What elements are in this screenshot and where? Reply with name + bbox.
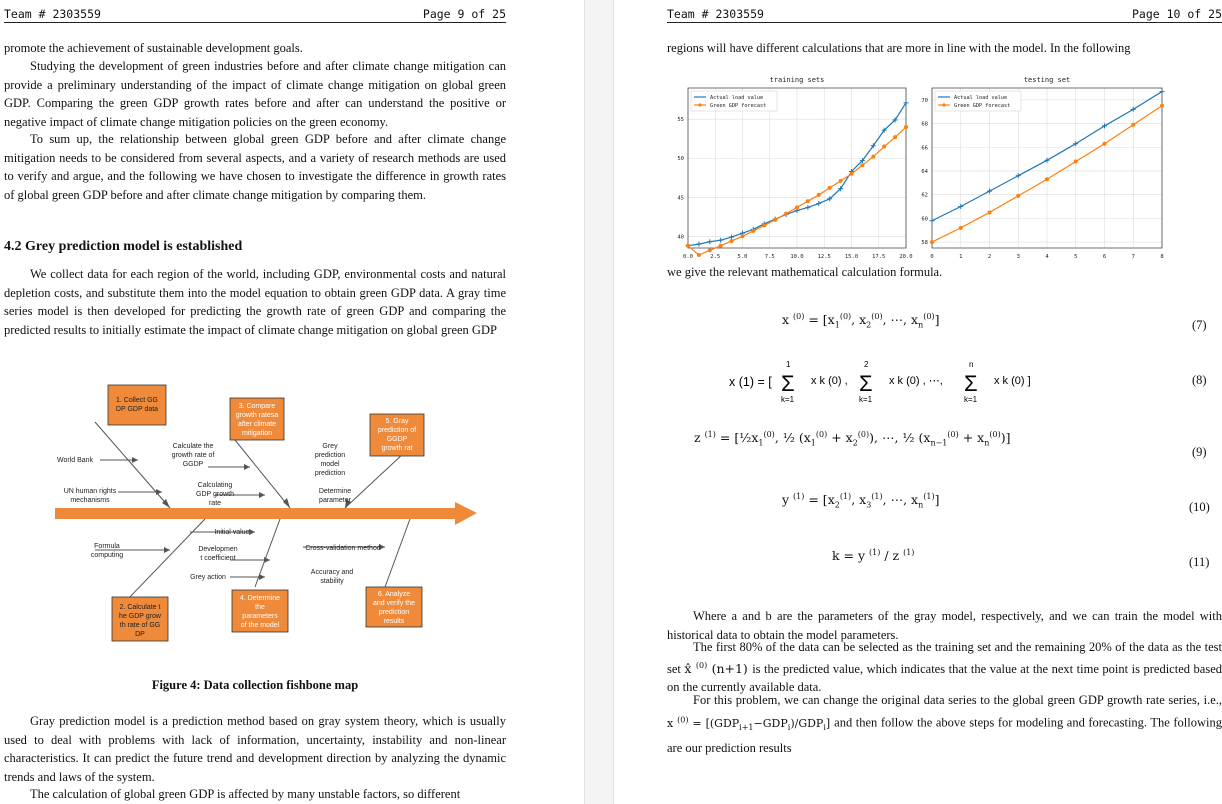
data-point xyxy=(751,229,755,233)
fishbone-box-label: 3. Compare growth ratesa after climate mitigation xyxy=(235,403,279,437)
y-tick-label: 50 xyxy=(677,156,684,163)
y-tick-label: 64 xyxy=(921,168,928,175)
inline-formula: x̂ $^{(0)}$ (n+1) xyxy=(684,660,753,676)
chart-title: training sets xyxy=(769,76,825,84)
y-tick-label: 40 xyxy=(677,234,684,241)
fishbone-box-label: 2. Calculate t he GDP grow th rate of GG DP xyxy=(119,604,161,638)
data-point xyxy=(871,155,875,159)
x-tick-label: 12.5 xyxy=(817,254,831,260)
x-tick-label: 2 xyxy=(987,254,992,260)
fishbone-box-label: 5. Gray prediction of GGDP growth rat xyxy=(377,418,417,452)
fishbone-box-label: 1. Collect GG DP GDP data xyxy=(115,397,159,413)
data-point xyxy=(762,223,766,227)
y-tick-label: 68 xyxy=(921,121,928,128)
fishbone-box-label: 6. Analyze and verify the prediction results xyxy=(372,591,416,625)
data-point xyxy=(817,193,821,197)
svg-text:x k (0) ]: x k (0) ] xyxy=(994,375,1031,387)
section-heading: 4.2 Grey prediction model is established xyxy=(4,239,243,254)
fishbone-label: Determine parameter xyxy=(318,488,352,504)
fishbone-label: Formula computing xyxy=(90,543,124,559)
data-point xyxy=(708,248,712,252)
x-tick-label: 15.0 xyxy=(844,254,859,260)
paragraph: Where a and b are the parameters of the gray model, respectively, and we can train the model with historical data to obtain the model parameters. xyxy=(667,609,1222,642)
training-chart xyxy=(666,72,918,264)
fishbone-spine xyxy=(55,508,455,519)
x-tick-label: 7.5 xyxy=(764,254,775,260)
data-point xyxy=(1131,123,1135,127)
paragraph: we give the relevant mathematical calculation formula. xyxy=(667,265,943,279)
svg-text:k=1: k=1 xyxy=(859,395,873,404)
page-header xyxy=(667,5,1222,23)
data-point xyxy=(958,204,963,209)
chart-title: testing set xyxy=(1023,76,1071,84)
fishbone-label: UN human rights mechanisms xyxy=(63,488,117,504)
y-tick-label: 60 xyxy=(921,216,928,223)
x-tick-label: 8 xyxy=(1160,254,1164,260)
x-tick-label: 20.0 xyxy=(899,254,913,260)
data-point xyxy=(719,244,723,248)
x-tick-label: 7 xyxy=(1131,254,1135,260)
team-number: Team # 2303559 xyxy=(667,7,764,21)
x-tick-label: 2.5 xyxy=(710,254,721,260)
legend-marker xyxy=(698,103,701,106)
x-tick-label: 0.0 xyxy=(683,254,693,260)
data-point xyxy=(1160,104,1164,108)
legend-label: Green GDP forecast xyxy=(710,103,767,109)
fishbone-label: Initial value xyxy=(214,529,250,536)
equation-number: (10) xyxy=(1189,500,1210,514)
x-tick-label: 10.0 xyxy=(790,254,804,260)
x-tick-label: 6 xyxy=(1102,254,1107,260)
x-tick-label: 1 xyxy=(959,254,963,260)
data-point xyxy=(987,189,992,194)
x-tick-label: 17.5 xyxy=(872,254,886,260)
fishbone-diagram xyxy=(40,382,490,644)
data-point xyxy=(1016,173,1021,178)
data-point xyxy=(959,226,963,230)
chart-legend xyxy=(691,91,777,111)
x-tick-label: 3 xyxy=(1016,254,1020,260)
data-point xyxy=(784,212,788,216)
fishbone-label: World Bank xyxy=(56,457,94,464)
paragraph xyxy=(667,638,1222,697)
page-number: Page 9 of 25 xyxy=(422,7,506,21)
data-point xyxy=(930,240,934,244)
svg-text:x k (0) , ⋯,: x k (0) , ⋯, xyxy=(889,375,943,387)
y-tick-label: 62 xyxy=(921,192,928,199)
team-number: Team # 2303559 xyxy=(4,7,101,21)
paragraph: promote the achievement of sustainable development goals. xyxy=(4,41,303,55)
fishbone-label: Accuracy and stability xyxy=(310,569,354,585)
page-gutter xyxy=(584,0,614,804)
fishbone-box xyxy=(108,385,166,425)
equation-number: (11) xyxy=(1189,555,1210,569)
data-point xyxy=(773,218,777,222)
paragraph: regions will have different calculations that are more in line with the model. In the following xyxy=(667,41,1131,55)
x-tick-label: 0 xyxy=(930,254,934,260)
svg-text:2: 2 xyxy=(864,360,869,369)
left-page xyxy=(0,0,584,804)
data-point xyxy=(828,186,832,190)
data-point xyxy=(930,218,935,223)
y-tick-label: 70 xyxy=(921,97,928,104)
x-tick-label: 5 xyxy=(1074,254,1078,260)
fishbone-label: Calculating GDP growth rate xyxy=(196,482,234,507)
svg-text:k=1: k=1 xyxy=(781,395,795,404)
svg-text:Σ: Σ xyxy=(781,371,795,396)
y-tick-label: 55 xyxy=(677,117,684,124)
paragraph: The calculation of global green GDP is affected by many unstable factors, so different xyxy=(30,787,461,801)
data-point xyxy=(1045,177,1049,181)
equation-8 xyxy=(729,358,1039,407)
paragraph: We collect data for each region of the world, including GDP, environmental costs and natural depletion costs, and substitute them into the model equation to obtain green GDP data. A gray time series model is then developed for predicting the growth rate of green GDP and comparing the predicted results to initially estimate the impact of climate change mitigation on global green GDP xyxy=(4,267,506,337)
equation-number: (8) xyxy=(1192,373,1207,387)
svg-text:Σ: Σ xyxy=(859,371,873,396)
data-point xyxy=(806,199,810,203)
data-point xyxy=(850,172,854,176)
data-point xyxy=(882,145,886,149)
data-point xyxy=(718,238,723,243)
paragraph: Gray prediction model is a prediction method based on gray system theory, which is usually used to deal with problems with lack of information, uncertainty, instability and non-linear characteristics. It can predict the future trend and development direction by analyzing the dynamic trends and laws of the system. xyxy=(4,714,506,784)
svg-text:k=1: k=1 xyxy=(964,395,978,404)
data-point xyxy=(1103,142,1107,146)
equation-9: z $^{(1)} = [\frac{1}{2}x_1^{(0)}$, ½ $(x_1^{(0)} + x_2^{(0)})$, ⋯, ½ $(x_{n-1}^{(0)} + x_n^{(0)})$] xyxy=(694,430,1011,448)
equation-10: y $^{(1)} = [x_2^{(1)}$, $x_3^{(1)}$, ⋯, $x_n^{(1)}$] xyxy=(782,492,940,510)
data-point xyxy=(730,239,734,243)
paragraph: Studying the development of green industries before and after climate change mitigation can provide a preliminary understanding of the impact of climate change mitigation on global green GDP. Comparing the green GDP growth rates before and after can understand the positive or negative impact of climate change mitigation policies on the green economy. xyxy=(4,59,506,129)
data-point xyxy=(1045,158,1050,163)
x-tick-label: 4 xyxy=(1045,254,1049,260)
y-tick-label: 66 xyxy=(921,145,928,152)
data-point xyxy=(741,234,745,238)
equation-number: (7) xyxy=(1192,318,1207,332)
svg-text:1: 1 xyxy=(786,360,791,369)
data-point xyxy=(805,205,810,210)
paragraph-part: The first 80% of the data can be selected as the training set and the remaining 20% of the data as the test set xyxy=(667,640,1222,676)
paragraph-part: is the predicted value, which indicates that the value at the next time point is predicted based on the currently available data. xyxy=(667,661,1222,695)
equation-11: k = y $^{(1)}$ / z $^{(1)}$ xyxy=(832,548,915,564)
legend-label: Green GDP forecast xyxy=(954,103,1011,109)
paragraph-part: and then follow the above steps for modeling and forecasting. The following are our prediction results xyxy=(667,715,1222,755)
fishbone-arrowhead xyxy=(455,502,477,525)
figure-caption: Figure 4: Data collection fishbone map xyxy=(151,678,359,692)
page-number: Page 10 of 25 xyxy=(1131,7,1222,21)
y-tick-label: 58 xyxy=(921,240,928,247)
data-point xyxy=(1016,194,1020,198)
fishbone-label: Calculate the growth rate of GGDP xyxy=(171,443,215,468)
svg-text:x (1) = [: x (1) = [ xyxy=(729,375,772,389)
equation-7: x $^{(0)} = [x_1^{(0)}$, $x_2^{(0)}$, ⋯, $x_n^{(0)}$] xyxy=(782,312,940,330)
chart-legend xyxy=(935,91,1021,111)
data-point xyxy=(988,210,992,214)
testing-chart xyxy=(914,72,1172,264)
x-tick-label: 5.0 xyxy=(737,254,748,260)
paragraph: To sum up, the relationship between global green GDP before and after climate change mitigation needs to be considered from several aspects, and a variety of research methods are used to verify and argue, and the following we have chosen to investigate the difference in growth rates of global green GDP before and after climate change mitigation by comparing them. xyxy=(4,132,506,202)
data-point xyxy=(697,253,701,257)
fishbone-label: Grey prediction model prediction xyxy=(314,443,346,477)
paragraph-part: For this problem, we can change the original data series to the global green GDP growth rate series, i.e., xyxy=(693,693,1222,707)
fishbone-box-label: 4. Determine the parameters of the model xyxy=(239,595,281,629)
fishbone-label: Cross-validation method xyxy=(305,545,381,552)
svg-text:n: n xyxy=(969,360,974,369)
paragraph xyxy=(667,690,1222,758)
data-point xyxy=(696,242,701,247)
page-header xyxy=(4,5,506,23)
legend-marker xyxy=(942,103,945,106)
data-point xyxy=(707,239,712,244)
svg-text:x k (0) ,: x k (0) , xyxy=(811,375,848,387)
data-point xyxy=(795,205,799,209)
right-page xyxy=(614,0,1222,804)
fishbone-label: Grey action xyxy=(190,574,226,581)
data-point xyxy=(839,179,843,183)
y-tick-label: 45 xyxy=(677,195,684,202)
data-point xyxy=(686,244,690,248)
data-point xyxy=(893,135,897,139)
data-point xyxy=(729,235,734,240)
legend-label: Actual load value xyxy=(954,95,1008,101)
data-point xyxy=(816,201,821,206)
data-point xyxy=(1074,159,1078,163)
inline-formula: x $^{(0)} = [(GDP_{i+1}-GDP_i)/GDP_i]$ xyxy=(667,715,835,732)
data-point xyxy=(860,163,864,167)
fishbone-label: Developmen t coefficient xyxy=(198,546,238,562)
data-point xyxy=(904,125,908,129)
legend-label: Actual load value xyxy=(710,95,764,101)
equation-number: (9) xyxy=(1192,445,1207,459)
svg-text:Σ: Σ xyxy=(964,371,978,396)
